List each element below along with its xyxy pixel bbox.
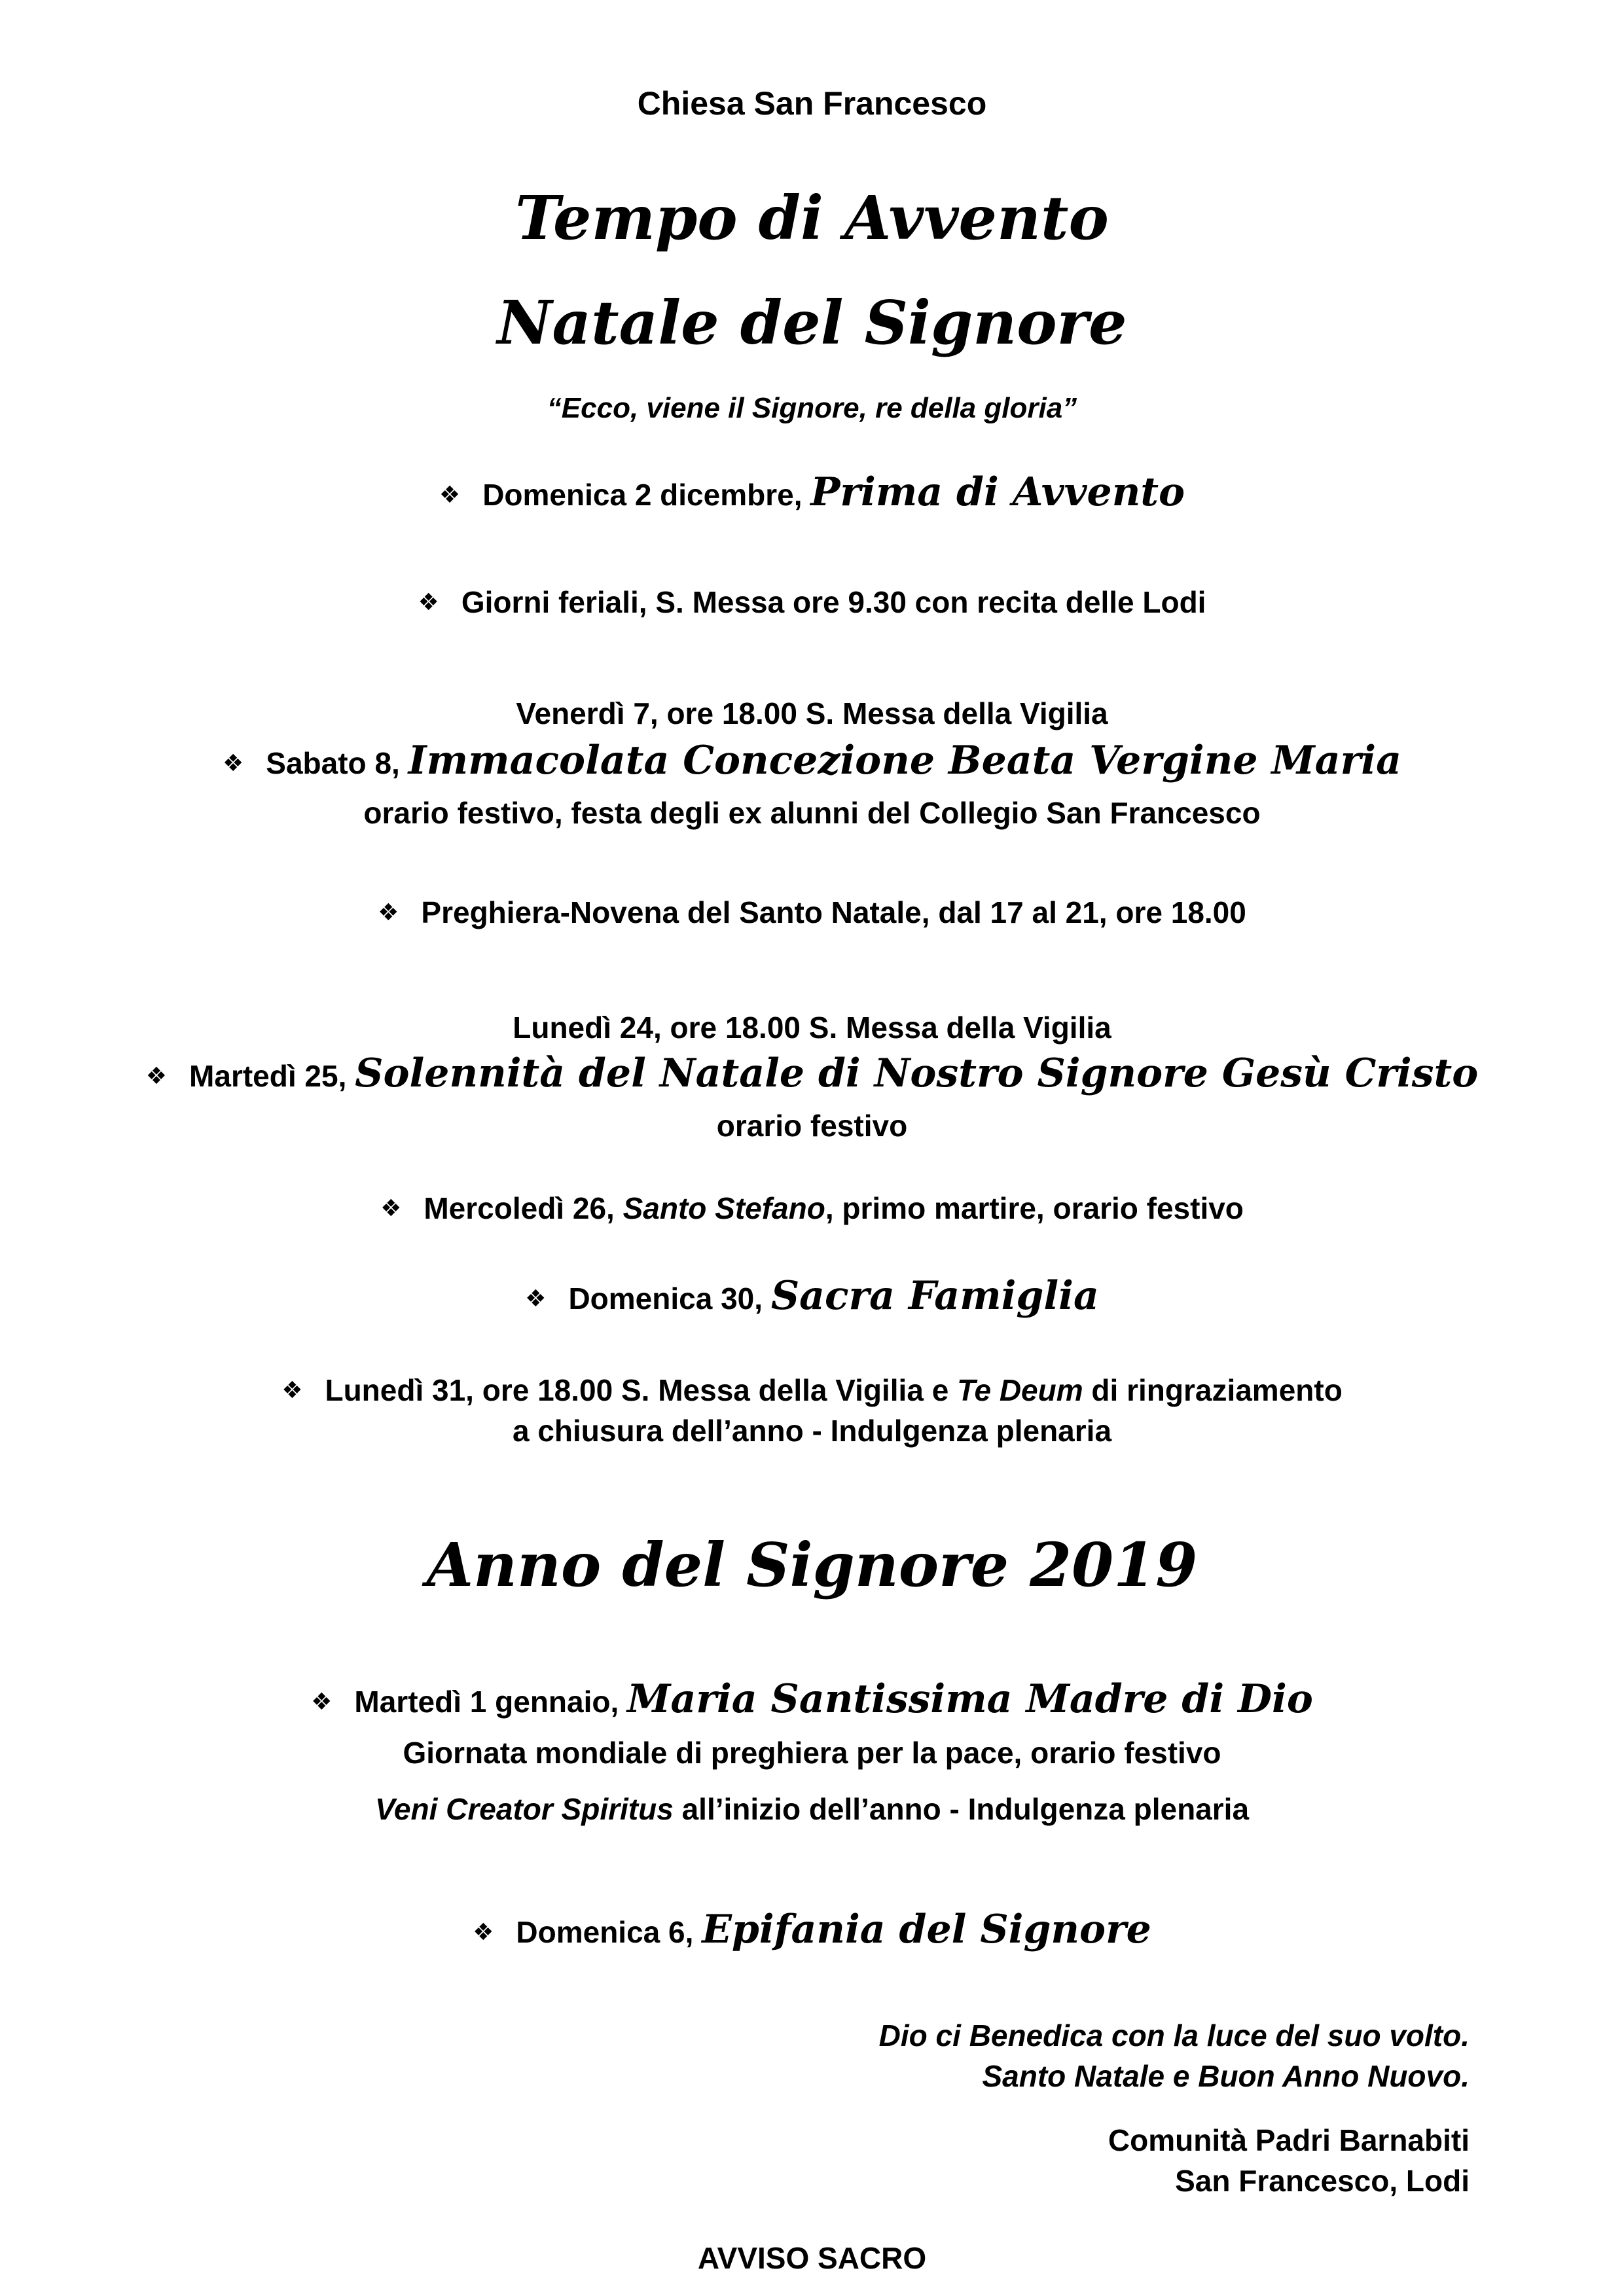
diamond-bullet-icon: ❖ [418, 588, 439, 615]
item-feast-name: Immacolata Concezione Beata Vergine Maria [408, 738, 1401, 783]
item-sacra-famiglia: ❖ Domenica 30, Sacra Famiglia [525, 1273, 1099, 1319]
item-epifania: ❖ Domenica 6, Epifania del Signore [473, 1907, 1151, 1952]
diamond-bullet-icon: ❖ [145, 1062, 168, 1089]
blessing-line-1: Dio ci Benedica con la luce del suo volto. [878, 2018, 1470, 2053]
title-advent: Tempo di Avvento [515, 183, 1109, 253]
footer-notice: AVVISO SACRO [697, 2241, 927, 2275]
item-veni-creator: Veni Creator Spiritus all’inizio dell’anno - Indulgenza plenaria [374, 1792, 1250, 1826]
diamond-bullet-icon: ❖ [311, 1688, 333, 1715]
church-name: Chiesa San Francesco [637, 85, 987, 122]
item-santo-stefano: ❖ Mercoledì 26, Santo Stefano, primo martire, orario festivo [0, 1189, 1624, 1228]
item-feast-name: Maria Santissima Madre di Dio [627, 1676, 1313, 1722]
item-immacolata: ❖ Sabato 8, Immacolata Concezione Beata Vergine Maria [223, 738, 1401, 783]
item-feast-name: Epifania del Signore [702, 1907, 1151, 1952]
item-new-year: ❖ Martedì 1 gennaio, Maria Santissima Madre di Dio [311, 1676, 1313, 1722]
diamond-bullet-icon: ❖ [281, 1376, 303, 1403]
item-new-year-note: Giornata mondiale di preghiera per la pace, orario festivo [403, 1736, 1221, 1770]
signature-line-2: San Francesco, Lodi [1175, 2164, 1470, 2198]
diamond-bullet-icon: ❖ [439, 481, 461, 508]
item-christmas-note: orario festivo [716, 1109, 908, 1143]
item-feast-name: Sacra Famiglia [770, 1273, 1099, 1319]
quote: “Ecco, viene il Signore, re della gloria” [547, 392, 1077, 424]
diamond-bullet-icon: ❖ [380, 1194, 402, 1221]
item-vigil-note: Venerdì 7, ore 18.00 S. Messa della Vigilia [516, 696, 1108, 730]
item-first-advent: ❖ Domenica 2 dicembre, Prima di Avvento [439, 469, 1185, 515]
item-te-deum: ❖ Lunedì 31, ore 18.00 S. Messa della Vigilia e Te Deum di ringraziamento [0, 1371, 1624, 1410]
diamond-bullet-icon: ❖ [223, 749, 244, 776]
item-vigil-note: Lunedì 24, ore 18.00 S. Messa della Vigilia [513, 1011, 1111, 1045]
diamond-bullet-icon: ❖ [525, 1285, 547, 1312]
item-feast-name: Solennità del Natale di Nostro Signore Gesù Cristo [355, 1050, 1479, 1096]
item-novena: ❖ Preghiera-Novena del Santo Natale, dal 17 al 21, ore 18.00 [0, 893, 1624, 932]
item-feast-name: Prima di Avvento [810, 469, 1185, 515]
item-weekdays: ❖ Giorni feriali, S. Messa ore 9.30 con recita delle Lodi [0, 583, 1624, 622]
title-year: Anno del Signore 2019 [426, 1530, 1198, 1600]
blessing-line-2: Santo Natale e Buon Anno Nuovo. [982, 2059, 1470, 2093]
signature-line-1: Comunità Padri Barnabiti [1108, 2123, 1470, 2157]
diamond-bullet-icon: ❖ [473, 1918, 494, 1945]
item-te-deum-note: a chiusura dell’anno - Indulgenza plenaria [512, 1414, 1112, 1448]
title-christmas: Natale del Signore [497, 287, 1127, 358]
diamond-bullet-icon: ❖ [378, 899, 399, 925]
item-immacolata-note: orario festivo, festa degli ex alunni del Collegio San Francesco [363, 796, 1261, 830]
item-christmas-day: ❖ Martedì 25, Solennità del Natale di Nostro Signore Gesù Cristo [145, 1050, 1479, 1096]
